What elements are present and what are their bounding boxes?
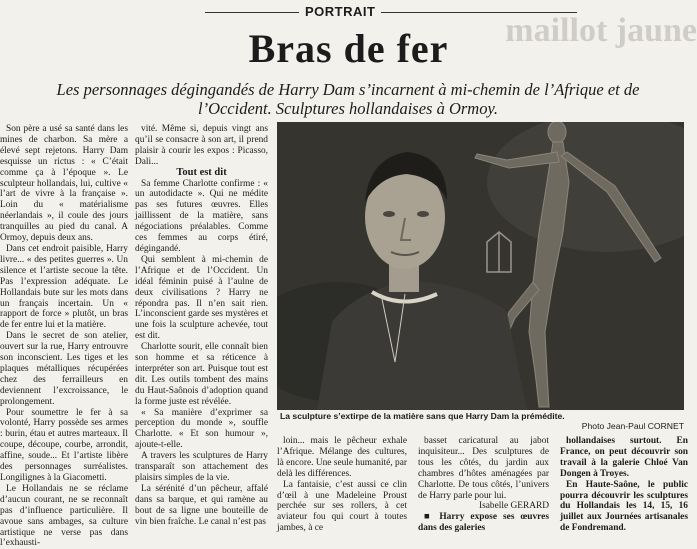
column-2 (135, 124, 268, 528)
paragraph: Dans le secret de son atelier, ouvert sur la rue, Harry entrouvre son inconscient. Les tiges et les plaques métalliques récupérées chez des ferrailleurs en deviennent l’excroissance, le prolongement. (0, 331, 128, 407)
subheading: Tout est dit (176, 166, 227, 178)
paragraph: basset caricatural au jabot inquisiteur... Des sculptures de tous les côtés, du jardin aux chambres d’hôtes aménagées par Charlotte. De tous côtés, l’univers de Harry parle pour lui. (418, 436, 549, 501)
column-1 (0, 124, 128, 549)
paragraph: loin... mais le pêcheur exhale l’Afrique. Mélange des cultures, là encore. Une seule humanité, par delà les différences. (277, 436, 407, 479)
paragraph: A travers les sculptures de Harry transparaît son attachement des plaisirs simples de la vie. (135, 451, 268, 483)
paragraph: Son père a usé sa santé dans les mines de charbon. Sa mère a élevé sept rejetons. Harry Dam esquisse un rictus : « C’était comme ça à l’époque ». Le sculpteur hollandais, lui, cultive « l’art de vivre à la française ». Loin du « matérialisme néerlandais », il coule des jours tranquilles au pied du canal. A Ormoy, depuis deux ans. (0, 124, 128, 244)
column-5 (560, 436, 688, 534)
paragraph: ■ Harry expose ses œuvres dans des galeries (418, 512, 549, 534)
paragraph: En Haute-Saône, le public pourra découvrir les sculptures du Hollandais les 14, 15, 16 juillet aux Journées artisanales de Fondremand. (560, 479, 688, 534)
paragraph: Dans cet endroit paisible, Harry livre... « des petites guerres ». Un silence et l’artiste secoue la tête. Pas l’expression adéquate. Le Hollandais bute sur les mots dans un français incertain. Un « rapport de force » plutôt, un bras de fer entre lui et la matière. (0, 243, 128, 331)
photo-illustration (277, 122, 684, 410)
photo-credit: Photo Jean-Paul CORNET (581, 421, 684, 431)
bleed-through-text: maillot jaune (505, 12, 697, 49)
paragraph: « Sa manière d’exprimer sa perception du monde », souffle Charlotte. « Et son humour », ajoute-t-elle. (135, 407, 268, 451)
photo-caption: La sculpture s’extirpe de la matière sans que Harry Dam la prémédite. (280, 411, 565, 421)
deck: Les personnages dégingandés de Harry Dam s’incarnent à mi-chemin de l’Afrique et de l’Occident. Sculptures hollandaises à Ormoy. (56, 80, 640, 118)
author-signature: Isabelle GERARD (478, 501, 549, 512)
rubric-label: PORTRAIT (299, 4, 381, 19)
paragraph: hollandaises surtout. En France, on peut découvrir son travail à la galerie Chloé Van Dongen à Troyes. (560, 436, 688, 479)
paragraph: La sérénité d’un pêcheur, affalé dans sa barque, et qui ramène au bout de sa ligne une bouteille de vin bien fraîche. Le canal n’est pas (135, 483, 268, 527)
column-4 (418, 436, 549, 534)
paragraph: Qui semblent à mi-chemin de l’Afrique et de l’Occident. Un idéal féminin puisé à l’aulne de deux civilisations ? Harry ne répondra pas. Il n’en sait rien. L’inconscient garde ses mystères et une fois la sculpture achevée, tout est dit. (135, 254, 268, 342)
paragraph: Charlotte sourit, elle connaît bien son homme et sa réticence à interpréter son art. Puisque tout est dit. Les outils tombent des mains du Haut-Saônois d’adoption quand la forme juste est révélée. (135, 342, 268, 407)
paragraph: Le Hollandais ne se réclame d’aucun courant, ne se reconnaît pas d’influence particulière. Il avoue sans ambages, sa culture artistique ne verse pas dans l’exhausti- (0, 483, 128, 549)
paragraph: Sa femme Charlotte confirme : « un autodidacte ». Qui ne médite pas ses futures œuvres. Elles jaillissent de la matière, sans négociations préalables. Comme ces femmes au corps étiré, dégingandé. (135, 178, 268, 254)
paragraph: Pour soumettre le fer à sa volonté, Harry possède ses armes : burin, étau et autres marteaux. Il coupe, découpe, courbe, arrondit, affine, soude... Et l’artiste libère des personnages surréalistes. Longilignes à la Giacometti. (0, 407, 128, 483)
paragraph: vité. Même si, depuis vingt ans qu’il se consacre à son art, il prend plaisir à courir les expos : Picasso, Dali... (135, 124, 268, 167)
headline: Bras de fer (248, 26, 449, 71)
portrait-photo (277, 122, 684, 410)
column-3 (277, 436, 407, 534)
paragraph: La fantaisie, c’est aussi ce clin d’œil à une Madeleine Proust perchée sur ses rollers, à cet aviateur fou qui court à toutes jambes, à ce (277, 479, 407, 534)
